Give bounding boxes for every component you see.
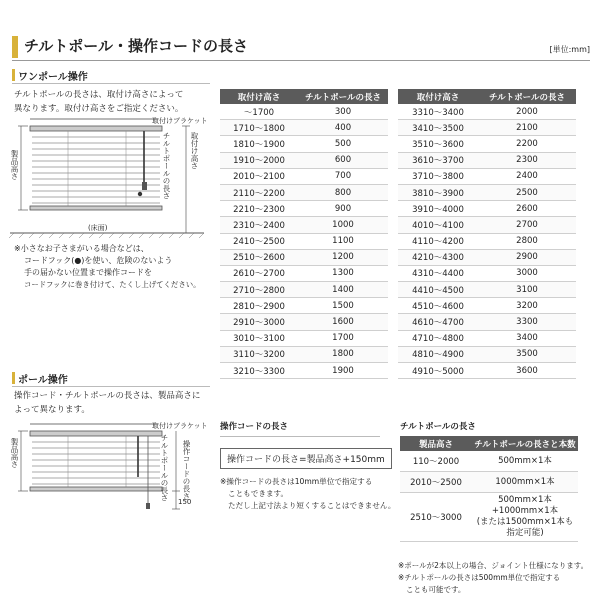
table-row	[220, 330, 388, 346]
table-row	[220, 282, 388, 298]
height-cell: 3610～3700	[398, 152, 478, 168]
height-cell: 3210～3300	[220, 363, 298, 379]
height-cell: 3810～3900	[398, 184, 478, 200]
height-cell: 4910～5000	[398, 363, 478, 379]
length-cell: 800	[298, 184, 388, 200]
height-cell: 2510～2600	[220, 249, 298, 265]
length-cell: 1500	[298, 298, 388, 314]
head-rail	[30, 431, 162, 436]
pole-spec-line: 500mm×1本	[498, 495, 552, 505]
length-cell: 2800	[478, 233, 576, 249]
table-row	[220, 298, 388, 314]
height-cell: 4710～4800	[398, 330, 478, 346]
length-cell: 1100	[298, 233, 388, 249]
table-row	[400, 493, 578, 542]
table-row	[220, 314, 388, 330]
section2-description	[14, 389, 200, 417]
table-header: 製品高さ	[400, 436, 472, 451]
product-height-cell: 2510～3000	[400, 493, 472, 542]
cord-grip[interactable]	[146, 503, 150, 509]
height-cell: 1810～1900	[220, 136, 298, 152]
length-cell: 900	[298, 201, 388, 217]
cord-section-title: 操作コードの長さ	[220, 422, 289, 432]
safety-note	[14, 243, 209, 291]
blind-slats	[32, 442, 160, 484]
dimension-150-label: 150	[178, 498, 192, 506]
table-body	[398, 104, 576, 379]
height-cell: 3410～3500	[398, 120, 478, 136]
pole-spec-line: 指定可能)	[506, 528, 544, 538]
length-cell: 2100	[478, 120, 576, 136]
note-line: 手の届かない位置まで操作コードを	[24, 268, 152, 277]
length-cell: 3100	[478, 282, 576, 298]
table-body	[400, 451, 578, 542]
table-row	[398, 184, 576, 200]
unit-label: [単位:mm]	[549, 45, 590, 54]
table-row	[220, 217, 388, 233]
pole-spec-line: +1000mm×1本	[491, 506, 559, 516]
length-cell: 400	[298, 120, 388, 136]
pole-length-label: チルトポールの長さ	[160, 434, 169, 502]
table-header: 取付け高さ	[220, 89, 298, 104]
table-row	[398, 201, 576, 217]
height-cell: 2610～2700	[220, 265, 298, 281]
section1-text-line: 異なります。取付け高さをご指定ください。	[14, 104, 184, 114]
height-cell: 3010～3100	[220, 330, 298, 346]
mount-height-table-1	[220, 89, 388, 379]
table-row	[220, 104, 388, 120]
length-cell: 1400	[298, 282, 388, 298]
height-cell: 2410～2500	[220, 233, 298, 249]
height-cell: 4510～4600	[398, 298, 478, 314]
header-divider	[12, 60, 590, 61]
cord-hook-icon	[138, 192, 142, 196]
mount-height-label: 取付け高さ	[190, 132, 199, 170]
note-line: ※チルトポールの長さは500mm単位で指定する	[398, 573, 561, 582]
header-accent-bar	[12, 36, 18, 58]
note-line: ことも可能です。	[406, 585, 466, 594]
height-cell: 4210～4300	[398, 249, 478, 265]
length-cell: 3600	[478, 363, 576, 379]
length-cell: 3400	[478, 330, 576, 346]
table-row	[220, 168, 388, 184]
height-cell: 4410～4500	[398, 282, 478, 298]
page-title: チルトポール・操作コードの長さ	[24, 37, 248, 55]
section2-title: ポール操作	[18, 375, 68, 386]
mount-height-table-2	[398, 89, 576, 379]
pole-length-table	[400, 436, 578, 542]
length-cell: 2700	[478, 217, 576, 233]
one-pole-blind-diagram	[8, 110, 208, 240]
table-row	[400, 472, 578, 493]
height-cell: 4010～4100	[398, 217, 478, 233]
table-row	[398, 152, 576, 168]
height-cell: 2010～2100	[220, 168, 298, 184]
table-row	[400, 451, 578, 472]
length-cell: 1800	[298, 346, 388, 362]
height-cell: 3110～3200	[220, 346, 298, 362]
table-header: チルトポールの長さと本数	[472, 436, 578, 451]
length-cell: 2000	[478, 104, 576, 120]
head-rail	[30, 126, 162, 131]
length-cell: 3300	[478, 314, 576, 330]
table-header: 取付け高さ	[398, 89, 478, 104]
pole-spec-line: 1000mm×1本	[495, 476, 555, 487]
table-row	[398, 314, 576, 330]
section1-title: ワンポール操作	[18, 72, 88, 83]
table-row	[398, 363, 576, 379]
note-line: コードフックに巻き付けて、たくし上げてください。	[24, 280, 201, 289]
table-header: チルトポールの長さ	[298, 89, 388, 104]
pole-spec-line: 500mm×1本	[498, 455, 552, 466]
section2-divider	[12, 386, 210, 387]
section2-text-line: よって異なります。	[14, 405, 90, 415]
table-row	[398, 249, 576, 265]
table-row	[220, 152, 388, 168]
height-cell: 2110～2200	[220, 184, 298, 200]
note-line: ただし上記寸法より短くすることはできません。	[228, 501, 396, 510]
table-row	[398, 298, 576, 314]
height-cell: 1710～1800	[220, 120, 298, 136]
cord-formula-box: 操作コードの長さ=製品高さ+150mm	[220, 448, 392, 469]
length-cell: 1600	[298, 314, 388, 330]
table-row	[398, 136, 576, 152]
pole-spec-cell	[472, 472, 578, 493]
pole-length-note	[398, 560, 588, 596]
length-cell: 300	[298, 104, 388, 120]
product-height-cell: 2010～2500	[400, 472, 472, 493]
table-row	[398, 346, 576, 362]
product-height-label: 製品高さ	[10, 438, 19, 468]
pole-length-section-title: チルトポールの長さ	[400, 422, 476, 432]
height-cell: 2210～2300	[220, 201, 298, 217]
note-line: ※小さなお子さまがいる場合などは、	[14, 244, 149, 253]
height-cell: 3510～3600	[398, 136, 478, 152]
table-row	[398, 104, 576, 120]
table-row	[398, 217, 576, 233]
length-cell: 2300	[478, 152, 576, 168]
table-row	[398, 120, 576, 136]
height-cell: ～1700	[220, 104, 298, 120]
note-line: ※操作コードの長さは10mm単位で指定する	[220, 477, 373, 486]
pole-spec-line: (または1500mm×1本も	[476, 517, 574, 527]
table-header: チルトポールの長さ	[478, 89, 576, 104]
table-row	[220, 265, 388, 281]
table-row	[220, 233, 388, 249]
height-cell: 2810～2900	[220, 298, 298, 314]
length-cell: 500	[298, 136, 388, 152]
length-cell: 1200	[298, 249, 388, 265]
table-row	[220, 136, 388, 152]
pole-handle[interactable]	[142, 182, 147, 190]
section1-divider	[12, 83, 210, 84]
section1-accent	[12, 69, 15, 81]
note-line: ※ポールが2本以上の場合、ジョイント仕様になります。	[398, 561, 589, 570]
table-row	[398, 282, 576, 298]
length-cell: 1700	[298, 330, 388, 346]
length-cell: 2200	[478, 136, 576, 152]
length-cell: 1900	[298, 363, 388, 379]
pole-length-label: チルトポールの長さ	[162, 132, 171, 200]
height-cell: 4610～4700	[398, 314, 478, 330]
table-row	[220, 346, 388, 362]
section2-accent	[12, 372, 15, 384]
height-cell: 1910～2000	[220, 152, 298, 168]
height-cell: 4810～4900	[398, 346, 478, 362]
bracket-label: 取付けブラケット	[152, 117, 208, 125]
length-cell: 2400	[478, 168, 576, 184]
length-cell: 2900	[478, 249, 576, 265]
table-row	[398, 330, 576, 346]
section1-text-line: チルトポールの長さは、取付け高さによって	[14, 90, 184, 100]
table-row	[220, 249, 388, 265]
cord-section-divider	[220, 436, 380, 437]
table-body	[220, 104, 388, 379]
height-cell: 2310～2400	[220, 217, 298, 233]
table-row	[398, 265, 576, 281]
bottom-rail	[30, 206, 162, 210]
length-cell: 3000	[478, 265, 576, 281]
floor-label: (床面)	[88, 224, 108, 232]
length-cell: 3200	[478, 298, 576, 314]
length-cell: 3500	[478, 346, 576, 362]
pole-spec-cell	[472, 451, 578, 472]
height-cell: 3910～4000	[398, 201, 478, 217]
product-height-label: 製品高さ	[10, 150, 19, 180]
length-cell: 1300	[298, 265, 388, 281]
height-cell: 2910～3000	[220, 314, 298, 330]
length-cell: 1000	[298, 217, 388, 233]
cord-length-label: 操作コードの長さ	[182, 440, 191, 500]
note-line: コードフック(●)を使い、危険のないよう	[24, 256, 173, 265]
height-cell: 3310～3400	[398, 104, 478, 120]
bracket-label: 取付けブラケット	[152, 422, 208, 430]
note-line: こともできます。	[228, 489, 289, 498]
table-row	[220, 120, 388, 136]
length-cell: 600	[298, 152, 388, 168]
table-row	[220, 201, 388, 217]
length-cell: 2600	[478, 201, 576, 217]
height-cell: 4110～4200	[398, 233, 478, 249]
length-cell: 700	[298, 168, 388, 184]
length-cell: 2500	[478, 184, 576, 200]
table-row	[398, 233, 576, 249]
height-cell: 2710～2800	[220, 282, 298, 298]
height-cell: 3710～3800	[398, 168, 478, 184]
table-row	[220, 363, 388, 379]
bottom-rail	[30, 487, 162, 491]
pole-spec-cell	[472, 493, 578, 542]
cord-note	[220, 476, 396, 512]
height-cell: 4310～4400	[398, 265, 478, 281]
table-row	[398, 168, 576, 184]
table-row	[220, 184, 388, 200]
product-height-cell: 110～2000	[400, 451, 472, 472]
section2-text-line: 操作コード・チルトポールの長さは、製品高さに	[14, 391, 201, 401]
